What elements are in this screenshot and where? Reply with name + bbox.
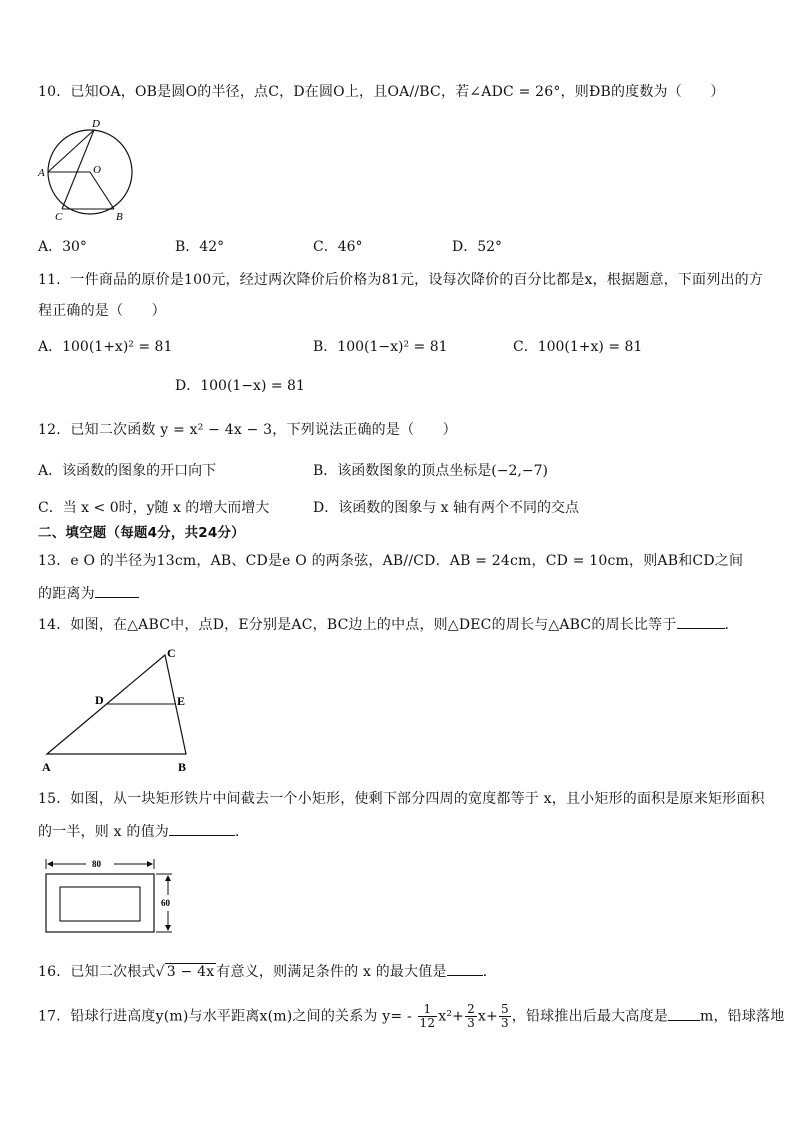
- q10-option-c: C．46°: [313, 239, 363, 255]
- q12-option-b: B．该函数图象的顶点坐标是(−2,−7): [313, 463, 548, 479]
- q17-wrap: [38, 1003, 784, 1030]
- q11-stem-line2: 程正确的是（ ）: [38, 303, 166, 319]
- section-2-heading: 二、填空题（每题4分，共24分）: [38, 525, 245, 541]
- q16-answer-blank[interactable]: [447, 961, 483, 976]
- q17-post: ，铅球推出后最大高度是: [511, 1008, 668, 1025]
- q14-triangle-figure: [36, 644, 200, 776]
- label-C: C: [55, 211, 63, 223]
- q13-line1: 13．e O 的半径为13cm，AB、CD是e O 的两条弦，AB//CD．AB = 24cm，CD = 10cm，则AB和CD之间: [38, 553, 744, 569]
- q14-stem: 14．如图，在△ABC中，点D，E分别是AC，BC边上的中点，则△DEC的周长与△ABC的周长比等于: [38, 617, 677, 633]
- q11-option-d: D．100(1−x) = 81: [175, 378, 305, 394]
- q10-stem: 10．已知OA，OB是圆O的半径，点C，D在圆O上，且OA//BC，若∠ADC = 26°，则ÐB的度数为（ ）: [38, 84, 725, 100]
- q16-radicand: 3 − 4x: [166, 964, 215, 980]
- q17-fraction-3: $\frac{5}{3}$: [500, 1002, 509, 1030]
- q14-stem-wrap: 14．如图，在△ABC中，点D，E分别是AC，BC边上的中点，则△DEC的周长与△ABC的周长比等于 ．: [38, 614, 739, 634]
- label-A: A: [38, 167, 45, 179]
- q11-option-a: A．100(1+x)² = 81: [38, 339, 173, 355]
- q16-pre: 16．已知二次根式: [38, 964, 156, 980]
- q15-rectangle-figure: [40, 855, 185, 937]
- q12-stem: 12．已知二次函数 y = x² − 4x − 3，下列说法正确的是（ ）: [38, 422, 457, 438]
- q13-line2: 的距离为: [38, 586, 95, 602]
- label-B: B: [116, 211, 123, 223]
- q11-option-b: B．100(1−x)² = 81: [313, 339, 448, 355]
- q17-term-2: x+: [477, 1008, 498, 1025]
- q10-option-d: D．52°: [452, 239, 503, 255]
- q15-line2-wrap: 的一半，则 x 的值为 ．: [38, 821, 249, 841]
- q17-term-1: x²+: [438, 1008, 465, 1025]
- q15-line1: 15．如图，从一块矩形铁片中间截去一个小矩形，使剩下部分四周的宽度都等于 x，且小矩形的面积是原来矩形面积: [38, 791, 765, 807]
- q13-answer-blank[interactable]: [95, 583, 139, 598]
- q17-fraction-1: $\frac{1}{12}$: [419, 1002, 436, 1030]
- q10-circle-figure: [36, 114, 140, 226]
- q12-option-d: D．该函数的图象与 x 轴有两个不同的交点: [313, 500, 580, 516]
- q16-wrap: 16．已知二次根式√ 3 − 4x 有意义，则满足条件的 x 的最大值是 ．: [38, 961, 497, 981]
- q10-option-b: B．42°: [175, 239, 225, 255]
- height-label: 60: [161, 898, 170, 908]
- label-C: C: [167, 646, 176, 660]
- q17-fraction-2: $\frac{2}{3}$: [467, 1002, 475, 1030]
- q15-answer-blank[interactable]: [169, 821, 235, 836]
- q14-answer-blank[interactable]: [677, 614, 725, 629]
- q12-option-c: C．当 x < 0时，y随 x 的增大而增大: [38, 500, 270, 516]
- q15-line2: 的一半，则 x 的值为: [38, 824, 169, 840]
- q10-option-a: A．30°: [38, 239, 87, 255]
- label-D: D: [95, 693, 104, 707]
- q17-answer-blank[interactable]: [668, 1006, 700, 1021]
- q11-stem-line1: 11．一件商品的原价是100元，经过两次降价后价格为81元，设每次降价的百分比都是x，根据题意，下面列出的方: [38, 272, 764, 288]
- q11-option-c: C．100(1+x) = 81: [513, 339, 643, 355]
- q17-pre: 17．铅球行进高度y(m)与水平距离x(m)之间的关系为 y= -: [38, 1008, 412, 1025]
- width-label: 80: [92, 859, 101, 869]
- q13-line2-wrap: [38, 583, 139, 603]
- q17-post2: m，铅球落地: [699, 1008, 785, 1025]
- label-O: O: [93, 164, 101, 176]
- label-A: A: [42, 760, 51, 774]
- label-B: B: [178, 760, 187, 774]
- q16-post: 有意义，则满足条件的 x 的最大值是: [216, 964, 447, 980]
- label-E: E: [177, 694, 186, 708]
- label-D: D: [92, 118, 100, 130]
- q12-option-a: A．该函数的图象的开口向下: [38, 463, 217, 479]
